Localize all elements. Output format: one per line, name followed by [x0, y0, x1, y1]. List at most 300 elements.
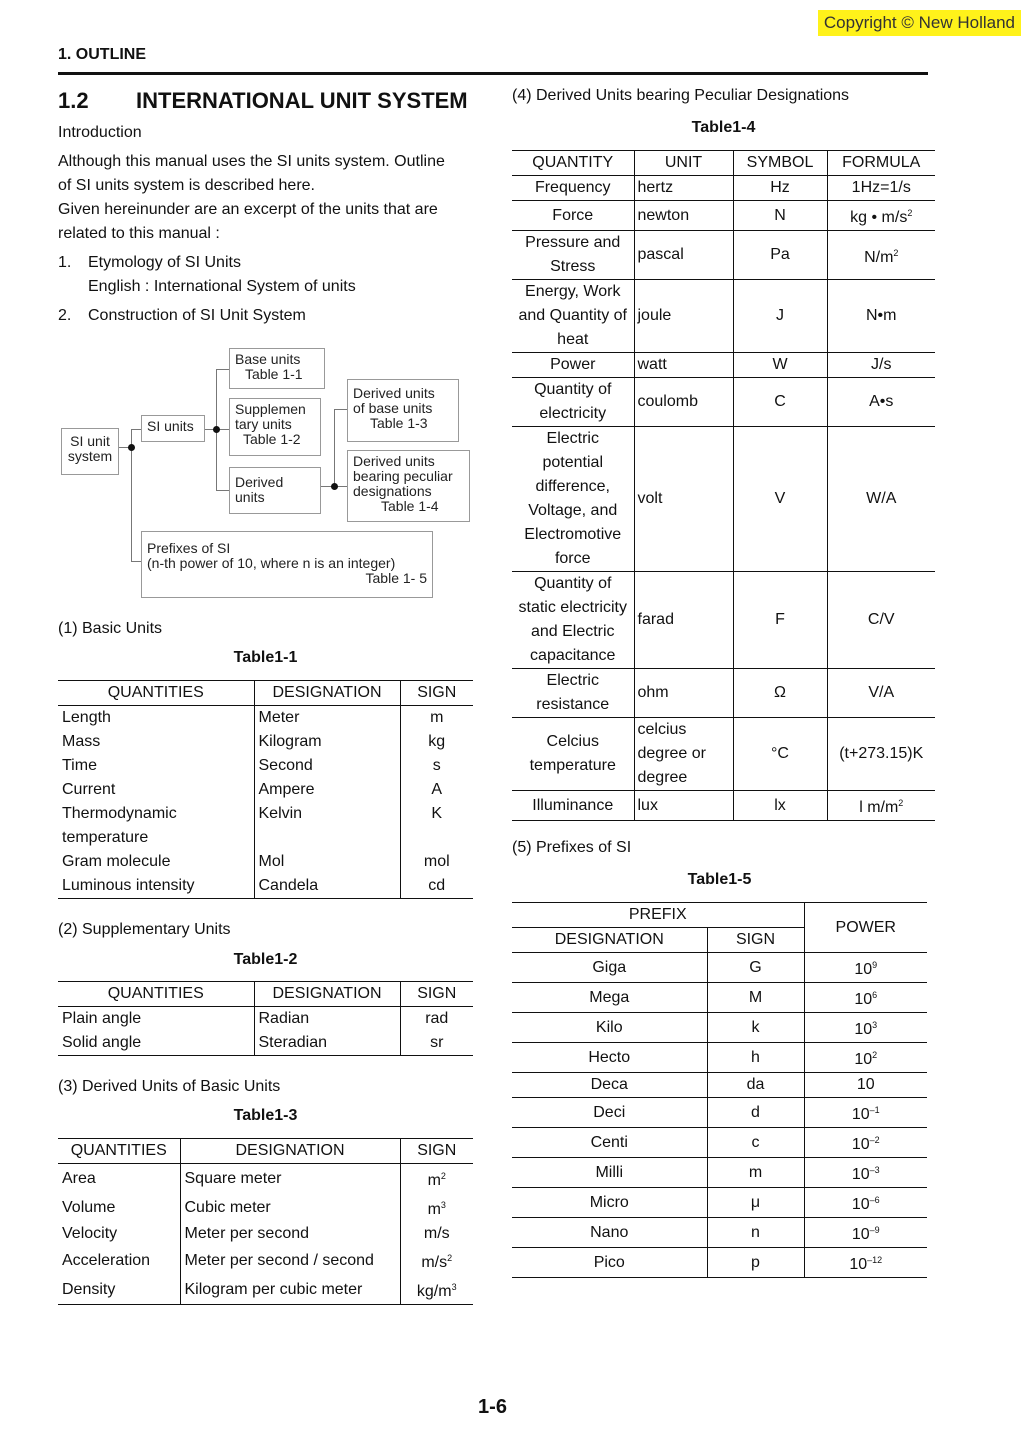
cell-line: and Quantity of — [518, 307, 627, 324]
cell-text: 10 — [849, 1256, 868, 1273]
table-cell — [58, 850, 254, 874]
symbol-cell — [733, 572, 827, 669]
sign-cell — [707, 1248, 804, 1278]
cell-line: watt — [637, 356, 667, 373]
cell-text: Solid angle — [62, 1034, 142, 1051]
cell-text: Giga — [592, 958, 627, 976]
cell-line: joule — [637, 307, 672, 324]
superscript: –1 — [869, 1105, 880, 1115]
table-row — [512, 231, 935, 280]
superscript: 2 — [893, 247, 899, 258]
cell-text: C/V — [867, 611, 895, 628]
superscript: 2 — [440, 1171, 446, 1181]
cell-text: kg • m/s — [850, 209, 908, 226]
table-row — [512, 280, 935, 353]
box-line: Derived units — [353, 453, 435, 469]
cell-text: n — [751, 1223, 760, 1241]
table-cell — [254, 754, 400, 778]
table-cell — [400, 778, 473, 802]
table-header-row — [58, 982, 473, 1007]
formula-cell — [827, 201, 935, 231]
symbol-cell — [733, 669, 827, 718]
table-row — [58, 1246, 473, 1275]
table-row — [58, 1007, 473, 1032]
table-cell — [254, 1007, 400, 1032]
cell-text: Radian — [258, 1010, 310, 1027]
cell-text: Steradian — [258, 1034, 327, 1051]
intro-line: Although this manual uses the SI units system. Outline — [58, 153, 445, 170]
sign-cell — [707, 1128, 804, 1158]
superscript: 2 — [872, 1050, 878, 1060]
cell-line: Force — [552, 206, 594, 224]
box-line: Table 1-2 — [243, 431, 301, 447]
symbol-cell — [733, 353, 827, 378]
superscript: –2 — [869, 1135, 880, 1145]
t1-caption: Table1-1 — [233, 649, 298, 666]
cell-text: Density — [62, 1280, 116, 1298]
table-cell — [400, 874, 473, 899]
quantity-cell — [512, 718, 634, 791]
cell-text: Kelvin — [258, 805, 303, 822]
cell-text: Volume — [62, 1198, 116, 1216]
box-line: Table 1-3 — [370, 415, 428, 431]
table-cell — [58, 754, 254, 778]
intro-line: related to this manual : — [58, 225, 220, 242]
superscript: –9 — [869, 1225, 880, 1235]
t1-heading: (1) Basic Units — [58, 620, 163, 637]
col-header: DESIGNATION — [254, 982, 400, 1007]
table-row — [58, 826, 473, 850]
cell-text: Hecto — [588, 1048, 631, 1066]
power-cell — [804, 983, 927, 1013]
table-cell — [58, 1164, 180, 1194]
cell-text: Hz — [770, 179, 790, 196]
table-row — [512, 1218, 927, 1248]
unit-cell — [634, 669, 733, 718]
cell-line: Quantity of — [534, 381, 612, 398]
table-cell — [58, 802, 254, 826]
designation-cell — [512, 1158, 707, 1188]
table-row — [512, 1128, 927, 1158]
list-text: Construction of SI Unit System — [88, 307, 306, 324]
cell-text: Nano — [590, 1223, 629, 1241]
box-line: bearing peculiar — [353, 468, 453, 484]
cell-line: Quantity of — [534, 575, 612, 592]
cell-text: 10 — [854, 1051, 873, 1068]
cell-text: Mega — [589, 988, 630, 1006]
table-row — [512, 378, 935, 427]
table-row — [512, 1188, 927, 1218]
cell-line: electricity — [539, 405, 607, 422]
cell-text: m — [430, 709, 444, 726]
cell-line: capacitance — [530, 647, 616, 664]
box-derived-units — [229, 467, 321, 514]
cell-line: Celcius — [546, 733, 599, 750]
cell-text: k — [751, 1018, 760, 1036]
superscript: –6 — [869, 1195, 880, 1205]
box-line: system — [67, 448, 113, 464]
cell-text: K — [431, 805, 443, 822]
superscript: 2 — [447, 1253, 453, 1263]
cell-text: Deci — [593, 1103, 626, 1121]
cell-line: degree or — [637, 745, 706, 762]
cell-line: potential — [542, 454, 603, 471]
sign-cell — [707, 1158, 804, 1188]
sign-cell — [707, 983, 804, 1013]
box-line: tary units — [235, 416, 292, 432]
symbol-cell — [733, 718, 827, 791]
table-cell — [254, 730, 400, 754]
cell-text: Candela — [258, 877, 319, 894]
table-row — [58, 802, 473, 826]
formula-cell — [827, 176, 935, 201]
cell-line: Frequency — [534, 179, 611, 196]
table-cell — [254, 874, 400, 899]
col-header: SIGN — [707, 928, 804, 953]
designation-cell — [512, 1013, 707, 1043]
cell-text: 10 — [854, 961, 873, 978]
table-cell — [58, 778, 254, 802]
col-header: SIGN — [400, 982, 473, 1007]
col-header: DESIGNATION — [254, 681, 400, 706]
section-number: 1.2 — [58, 88, 89, 113]
symbol-cell — [733, 176, 827, 201]
box-line: Table 1-4 — [381, 498, 439, 514]
superscript: 3 — [440, 1200, 446, 1210]
table-supplementary-units — [58, 981, 473, 1056]
table-cell — [58, 1007, 254, 1032]
cell-text: m/s — [423, 1225, 450, 1242]
formula-cell — [827, 353, 935, 378]
col-header: SIGN — [400, 1139, 473, 1164]
cell-text: Second — [258, 757, 313, 774]
cell-text: Kilo — [595, 1018, 623, 1036]
cell-text: temperature — [62, 829, 149, 846]
symbol-cell — [733, 201, 827, 231]
box-derived-peculiar — [347, 450, 470, 522]
table-cell — [58, 1222, 180, 1246]
table-cell — [254, 850, 400, 874]
quantity-cell — [512, 201, 634, 231]
power-cell — [804, 1128, 927, 1158]
t3-heading: (3) Derived Units of Basic Units — [58, 1078, 281, 1095]
table-cell — [58, 1193, 180, 1222]
cell-text: 10 — [851, 1196, 870, 1213]
sign-cell — [707, 1073, 804, 1098]
cell-line: coulomb — [637, 393, 698, 410]
table-cell — [254, 706, 400, 731]
table-cell — [400, 1031, 473, 1056]
cell-text: A — [431, 781, 443, 798]
cell-line: static electricity — [518, 599, 627, 616]
superscript: 2 — [907, 208, 913, 218]
table-row — [58, 850, 473, 874]
col-header-power: POWER — [804, 903, 927, 953]
cell-text: 10 — [851, 1166, 870, 1183]
box-line: designations — [353, 483, 432, 499]
formula-cell — [827, 791, 935, 821]
cell-text: Kilogram — [258, 733, 322, 750]
intro-line: of SI units system is described here. — [58, 177, 315, 194]
table-cell — [400, 850, 473, 874]
cell-text: sr — [430, 1034, 444, 1051]
superscript: –3 — [869, 1165, 880, 1175]
power-cell — [804, 953, 927, 983]
list-number: 1. — [58, 254, 72, 271]
table-row — [512, 953, 927, 983]
cell-text: Pico — [593, 1253, 625, 1271]
cell-text: N•m — [866, 307, 897, 324]
table-row — [58, 754, 473, 778]
cell-text: 10 — [856, 1076, 875, 1093]
formula-cell — [827, 669, 935, 718]
table-row — [512, 983, 927, 1013]
quantity-cell — [512, 572, 634, 669]
table-cell — [254, 778, 400, 802]
intro-paragraph — [58, 150, 478, 246]
box-line: Derived units — [353, 385, 435, 401]
cell-text: Thermodynamic — [62, 805, 177, 822]
cell-text: l m/m — [859, 799, 899, 816]
sign-cell — [707, 1043, 804, 1073]
cell-text: V — [774, 490, 786, 507]
box-prefixes — [141, 531, 433, 598]
quantity-cell — [512, 669, 634, 718]
symbol-cell — [733, 378, 827, 427]
table-row — [512, 669, 935, 718]
cell-text: Plain angle — [62, 1010, 142, 1027]
table-cell — [400, 730, 473, 754]
table-cell — [400, 802, 473, 826]
cell-text: h — [751, 1048, 760, 1066]
cell-text: cd — [428, 877, 446, 894]
cell-text: c — [751, 1133, 760, 1151]
cell-text: 10 — [851, 1106, 870, 1123]
power-cell — [804, 1043, 927, 1073]
cell-text: m/s — [421, 1254, 448, 1271]
superscript: 6 — [872, 990, 878, 1000]
col-header: UNIT — [634, 151, 733, 176]
superscript: –12 — [867, 1255, 883, 1265]
table-row — [512, 1013, 927, 1043]
unit-cell — [634, 201, 733, 231]
t5-caption: Table1-5 — [687, 871, 752, 888]
symbol-cell — [733, 427, 827, 572]
table-row — [512, 353, 935, 378]
designation-cell — [512, 1188, 707, 1218]
unit-cell — [634, 378, 733, 427]
chapter-heading: 1. OUTLINE — [58, 46, 147, 63]
table-peculiar-units — [512, 150, 935, 821]
designation-cell — [512, 1218, 707, 1248]
page-number: 1-6 — [478, 1396, 507, 1418]
box-line: Table 1-1 — [245, 366, 303, 382]
cell-text: Meter per second — [184, 1225, 310, 1242]
table-cell — [180, 1193, 400, 1222]
unit-cell — [634, 791, 733, 821]
sign-cell — [707, 1218, 804, 1248]
table-row — [512, 791, 935, 821]
cell-line: celcius — [637, 721, 687, 738]
table-row — [512, 1158, 927, 1188]
box-line: Supplemen — [235, 401, 306, 417]
cell-line: Power — [550, 356, 596, 373]
cell-text: 1Hz=1/s — [851, 179, 911, 196]
cell-text: Mol — [258, 853, 285, 870]
unit-cell — [634, 572, 733, 669]
copyright-banner: Copyright © New Holland — [818, 10, 1021, 36]
designation-cell — [512, 1098, 707, 1128]
table-cell — [58, 874, 254, 899]
col-header: FORMULA — [827, 151, 935, 176]
cell-text: Mass — [62, 733, 101, 750]
cell-text: s — [432, 757, 441, 774]
table-header-row — [58, 1139, 473, 1164]
col-header: QUANTITIES — [58, 681, 254, 706]
designation-cell — [512, 1248, 707, 1278]
cell-text: kg — [428, 733, 446, 750]
t4-heading: (4) Derived Units bearing Peculiar Designations — [512, 87, 850, 104]
col-header: SYMBOL — [733, 151, 827, 176]
unit-cell — [634, 280, 733, 353]
box-si-units — [141, 415, 205, 442]
table-cell — [58, 1246, 180, 1275]
sign-cell — [707, 1098, 804, 1128]
designation-cell — [512, 953, 707, 983]
list-item-sub — [58, 275, 478, 299]
table-row — [512, 176, 935, 201]
cell-text: m — [427, 1172, 441, 1189]
cell-text: Kilogram per cubic meter — [184, 1280, 363, 1298]
cell-text: J/s — [871, 356, 892, 373]
cell-text: kg/m — [416, 1283, 452, 1300]
unit-cell — [634, 231, 733, 280]
box-line: SI units — [147, 418, 194, 434]
list-text: Etymology of SI Units — [88, 254, 241, 271]
table-cell — [400, 1222, 473, 1246]
cell-text: Acceleration — [62, 1251, 151, 1269]
power-cell — [804, 1013, 927, 1043]
box-line: Table 1- 5 — [365, 570, 427, 586]
table-row — [512, 572, 935, 669]
designation-cell — [512, 983, 707, 1013]
cell-line: heat — [557, 331, 589, 348]
power-cell — [804, 1073, 927, 1098]
box-derived-base-units — [347, 379, 459, 442]
table-cell — [58, 706, 254, 731]
cell-line: Electromotive — [524, 526, 622, 543]
cell-line: pascal — [637, 246, 684, 263]
table-cell — [400, 1246, 473, 1275]
cell-text: Time — [62, 757, 97, 774]
cell-line: newton — [637, 206, 690, 224]
table-header-row — [512, 151, 935, 176]
cell-text: m — [427, 1201, 441, 1218]
cell-text: V/A — [868, 684, 895, 701]
cell-text: G — [749, 958, 762, 976]
cell-text: p — [751, 1253, 760, 1271]
symbol-cell — [733, 231, 827, 280]
cell-text: C — [774, 393, 786, 410]
unit-cell — [634, 427, 733, 572]
cell-text: J — [776, 307, 784, 324]
quantity-cell — [512, 427, 634, 572]
intro-line: Given hereinunder are an excerpt of the units that are — [58, 201, 438, 218]
table-row — [58, 1164, 473, 1194]
quantity-cell — [512, 231, 634, 280]
table-row — [58, 706, 473, 731]
cell-text: Deca — [590, 1076, 628, 1093]
superscript: 3 — [872, 1020, 878, 1030]
cell-text: N — [774, 206, 786, 224]
table-cell — [400, 1193, 473, 1222]
table-header-row — [58, 681, 473, 706]
table-cell — [58, 826, 254, 850]
t2-heading: (2) Supplementary Units — [58, 921, 231, 938]
cell-line: farad — [637, 611, 674, 628]
header-rule — [58, 72, 928, 75]
cell-text: Area — [62, 1169, 96, 1187]
table-cell — [400, 706, 473, 731]
superscript: 3 — [451, 1282, 457, 1292]
table-header-row — [512, 903, 927, 928]
sign-cell — [707, 1188, 804, 1218]
quantity-cell — [512, 353, 634, 378]
formula-cell — [827, 427, 935, 572]
power-cell — [804, 1188, 927, 1218]
table-cell — [254, 802, 400, 826]
box-line: Derived — [235, 474, 284, 490]
sign-cell — [707, 953, 804, 983]
box-line: SI unit — [70, 433, 110, 449]
cell-text: (t+273.15)K — [839, 745, 924, 762]
designation-cell — [512, 1073, 707, 1098]
cell-text: °C — [771, 745, 789, 762]
cell-text: Ampere — [258, 781, 315, 798]
box-supplementary-units — [229, 398, 321, 456]
superscript: 9 — [872, 960, 878, 970]
box-base-units — [229, 348, 325, 389]
table-row — [58, 1222, 473, 1246]
table-si-prefixes — [512, 902, 927, 1278]
box-line: units — [235, 489, 265, 505]
box-line: Prefixes of SI — [147, 540, 231, 556]
table-cell — [180, 1275, 400, 1305]
designation-cell — [512, 1043, 707, 1073]
unit-cell — [634, 176, 733, 201]
cell-line: difference, — [535, 478, 610, 495]
col-header: SIGN — [400, 681, 473, 706]
list-item — [58, 251, 478, 275]
list-number: 2. — [58, 307, 72, 324]
table-row — [58, 778, 473, 802]
cell-line: hertz — [637, 179, 674, 196]
col-header: QUANTITIES — [58, 1139, 180, 1164]
cell-text: Centi — [590, 1133, 628, 1151]
table-cell — [400, 754, 473, 778]
table-derived-basic-units — [58, 1138, 473, 1305]
symbol-cell — [733, 280, 827, 353]
table-cell — [58, 1275, 180, 1305]
table-cell — [180, 1246, 400, 1275]
table-cell — [254, 826, 400, 850]
cell-text: Meter — [258, 709, 300, 726]
cell-line: and Electric — [530, 623, 615, 640]
table-basic-units — [58, 680, 473, 899]
cell-text: Cubic meter — [184, 1198, 271, 1216]
table-row — [512, 718, 935, 791]
table-cell — [254, 1031, 400, 1056]
